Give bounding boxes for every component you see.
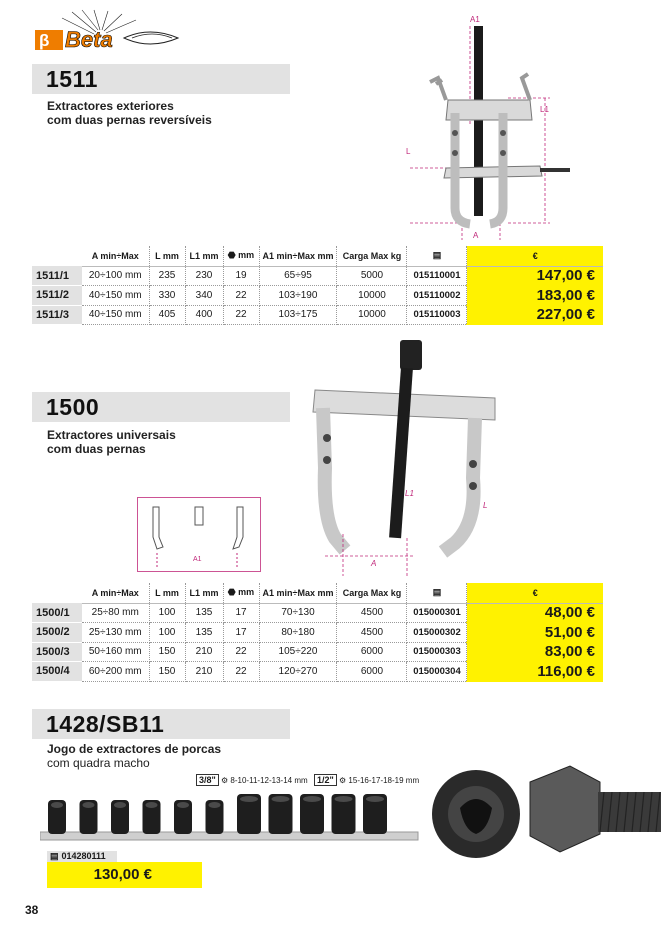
a1-cell: 120÷270 (259, 662, 337, 682)
svg-text:Beta: Beta (65, 27, 113, 52)
col-load: Carga Max kg (337, 246, 407, 266)
col-price: € (467, 583, 603, 603)
product-subtitle (47, 428, 176, 456)
jaw-schematic (137, 497, 261, 572)
sizes-text: 8-10-11-12-13-14 mm (230, 776, 308, 785)
socket-opening (177, 802, 189, 808)
load-cell: 10000 (337, 286, 407, 306)
a1-cell: 103÷190 (259, 286, 337, 306)
socket-opening (51, 802, 63, 808)
a-range-cell: 40÷150 mm (82, 286, 149, 306)
col-l: L mm (149, 246, 185, 266)
model-cell: 1500/1 (32, 603, 82, 623)
product-number: 1511 (46, 66, 98, 92)
code-cell: 015110003 (407, 305, 467, 325)
barcode-icon: ▤ (432, 250, 442, 261)
a-range-cell: 50÷160 mm (82, 642, 149, 662)
socket-opening (366, 796, 384, 802)
a-range-cell: 25÷80 mm (82, 603, 149, 623)
label-a: A (473, 231, 479, 240)
label-l1: L1 (540, 105, 549, 114)
subtitle-line-1: Extractores universais (47, 428, 176, 442)
svg-text:β: β (39, 31, 50, 50)
subtitle-line-1: Extractores exteriores (47, 99, 174, 113)
table-row (32, 266, 603, 286)
hex-cell: 22 (223, 662, 259, 682)
price-cell: 183,00 € (467, 286, 603, 306)
puller-1500-illustration (295, 338, 510, 578)
code-cell: 015000304 (407, 662, 467, 682)
load-cell: 4500 (337, 603, 407, 623)
col-a1: A1 min÷Max mm (259, 246, 337, 266)
load-cell: 6000 (337, 662, 407, 682)
hex-cell: 22 (223, 642, 259, 662)
price-value: 130,00 € (93, 866, 152, 883)
col-l: L mm (149, 583, 185, 603)
beta-logo (32, 8, 182, 54)
drive-badge: 1/2" (314, 774, 337, 786)
product-number: 1428/SB11 (46, 711, 165, 737)
model-cell: 1511/1 (32, 266, 82, 286)
code-cell: 015000302 (407, 623, 467, 643)
spec-table-1500 (32, 583, 603, 682)
l-cell: 405 (149, 305, 185, 325)
bolt-closeup-image (520, 762, 661, 860)
price-cell: 227,00 € (467, 305, 603, 325)
a-range-cell: 60÷200 mm (82, 662, 149, 682)
table-row (32, 623, 603, 643)
table-header-row (32, 583, 603, 603)
code-cell: 015110001 (407, 266, 467, 286)
l1-cell: 210 (185, 642, 223, 662)
col-l1: L1 mm (185, 583, 223, 603)
load-cell: 10000 (337, 305, 407, 325)
hex-cell: 22 (223, 286, 259, 306)
label-a1: A1 (470, 15, 480, 24)
product-code-1428: ▤ 014280111 (47, 851, 117, 863)
load-cell: 6000 (337, 642, 407, 662)
barcode-icon: ▤ (432, 587, 442, 598)
socket-opening (146, 802, 158, 808)
drive-size-1-2 (314, 774, 419, 786)
col-a1: A1 min÷Max mm (259, 583, 337, 603)
product-number: 1500 (46, 394, 100, 420)
label-l: L (483, 501, 488, 510)
socket-opening (272, 796, 290, 802)
l-cell: 150 (149, 642, 185, 662)
model-cell: 1500/2 (32, 623, 82, 643)
socket-opening (335, 796, 353, 802)
socket-opening (303, 796, 321, 802)
l-cell: 150 (149, 662, 185, 682)
page-number: 38 (25, 903, 39, 917)
hex-icon: ⬣ (227, 587, 236, 598)
l-cell: 330 (149, 286, 185, 306)
col-load: Carga Max kg (337, 583, 407, 603)
price-cell: 51,00 € (467, 623, 603, 643)
l1-cell: 340 (185, 286, 223, 306)
a-range-cell: 40÷150 mm (82, 305, 149, 325)
l1-cell: 210 (185, 662, 223, 682)
price-cell: 147,00 € (467, 266, 603, 286)
socket-icon: ⚙ (339, 776, 347, 785)
socket-set-illustration (40, 790, 420, 850)
code-cell: 015000303 (407, 642, 467, 662)
socket-icon: ⚙ (221, 776, 229, 785)
l1-cell: 230 (185, 266, 223, 286)
model-cell: 1500/4 (32, 662, 82, 682)
product-subtitle (47, 742, 221, 770)
socket-opening (114, 802, 126, 808)
socket-opening (240, 796, 258, 802)
price-cell: 48,00 € (467, 603, 603, 623)
a-range-cell: 25÷130 mm (82, 623, 149, 643)
subtitle-line-2: com quadra macho (47, 756, 150, 770)
l1-cell: 135 (185, 623, 223, 643)
col-hex: ⬣ mm (223, 246, 259, 266)
price-box-1428 (47, 862, 202, 888)
label-l: L (406, 147, 411, 156)
socket-opening (83, 802, 95, 808)
hex-cell: 22 (223, 305, 259, 325)
col-l1: L1 mm (185, 246, 223, 266)
code-cell: 015110002 (407, 286, 467, 306)
label-a: A (371, 559, 377, 568)
subtitle-line-2: com duas pernas (47, 442, 146, 456)
a1-cell: 65÷95 (259, 266, 337, 286)
table-row (32, 286, 603, 306)
a1-cell: 70÷130 (259, 603, 337, 623)
model-cell: 1511/3 (32, 305, 82, 325)
col-price: € (467, 246, 603, 266)
a1-cell: 80÷180 (259, 623, 337, 643)
drive-badge: 3/8" (196, 774, 219, 786)
price-cell: 116,00 € (467, 662, 603, 682)
table-row (32, 305, 603, 325)
price-cell: 83,00 € (467, 642, 603, 662)
l-cell: 100 (149, 623, 185, 643)
subtitle-line-1: Jogo de extractores de porcas (47, 742, 222, 756)
col-a: A min÷Max (82, 246, 149, 266)
drive-size-3-8 (196, 774, 308, 786)
load-cell: 4500 (337, 623, 407, 643)
a-range-cell: 20÷100 mm (82, 266, 149, 286)
l-cell: 235 (149, 266, 185, 286)
label-l1: L1 (405, 489, 414, 498)
l1-cell: 400 (185, 305, 223, 325)
hex-icon: ⬣ (227, 250, 236, 261)
load-cell: 5000 (337, 266, 407, 286)
table-row (32, 662, 603, 682)
section-title-1428 (32, 709, 290, 739)
model-cell: 1500/3 (32, 642, 82, 662)
hex-cell: 17 (223, 623, 259, 643)
hex-cell: 19 (223, 266, 259, 286)
barcode-icon: ▤ (50, 851, 59, 861)
sizes-text: 15-16-17-18-19 mm (348, 776, 420, 785)
col-code (407, 246, 467, 266)
table-row (32, 642, 603, 662)
l-cell: 100 (149, 603, 185, 623)
hex-cell: 17 (223, 603, 259, 623)
table-header-row (32, 246, 603, 266)
spec-table-1511 (32, 246, 603, 325)
code-cell: 015000301 (407, 603, 467, 623)
a1-cell: 105÷220 (259, 642, 337, 662)
a1-cell: 103÷175 (259, 305, 337, 325)
table-row (32, 603, 603, 623)
col-a: A min÷Max (82, 583, 149, 603)
section-title-1511 (32, 64, 290, 94)
label-a1: A1 (193, 556, 202, 563)
product-subtitle (47, 99, 212, 127)
l1-cell: 135 (185, 603, 223, 623)
col-code (407, 583, 467, 603)
section-title-1500 (32, 392, 290, 422)
puller-1511-illustration (400, 8, 570, 240)
model-cell: 1511/2 (32, 286, 82, 306)
col-hex: ⬣ mm (223, 583, 259, 603)
subtitle-line-2: com duas pernas reversíveis (47, 113, 212, 127)
socket-opening (209, 802, 221, 808)
socket-closeup-image (430, 768, 522, 860)
